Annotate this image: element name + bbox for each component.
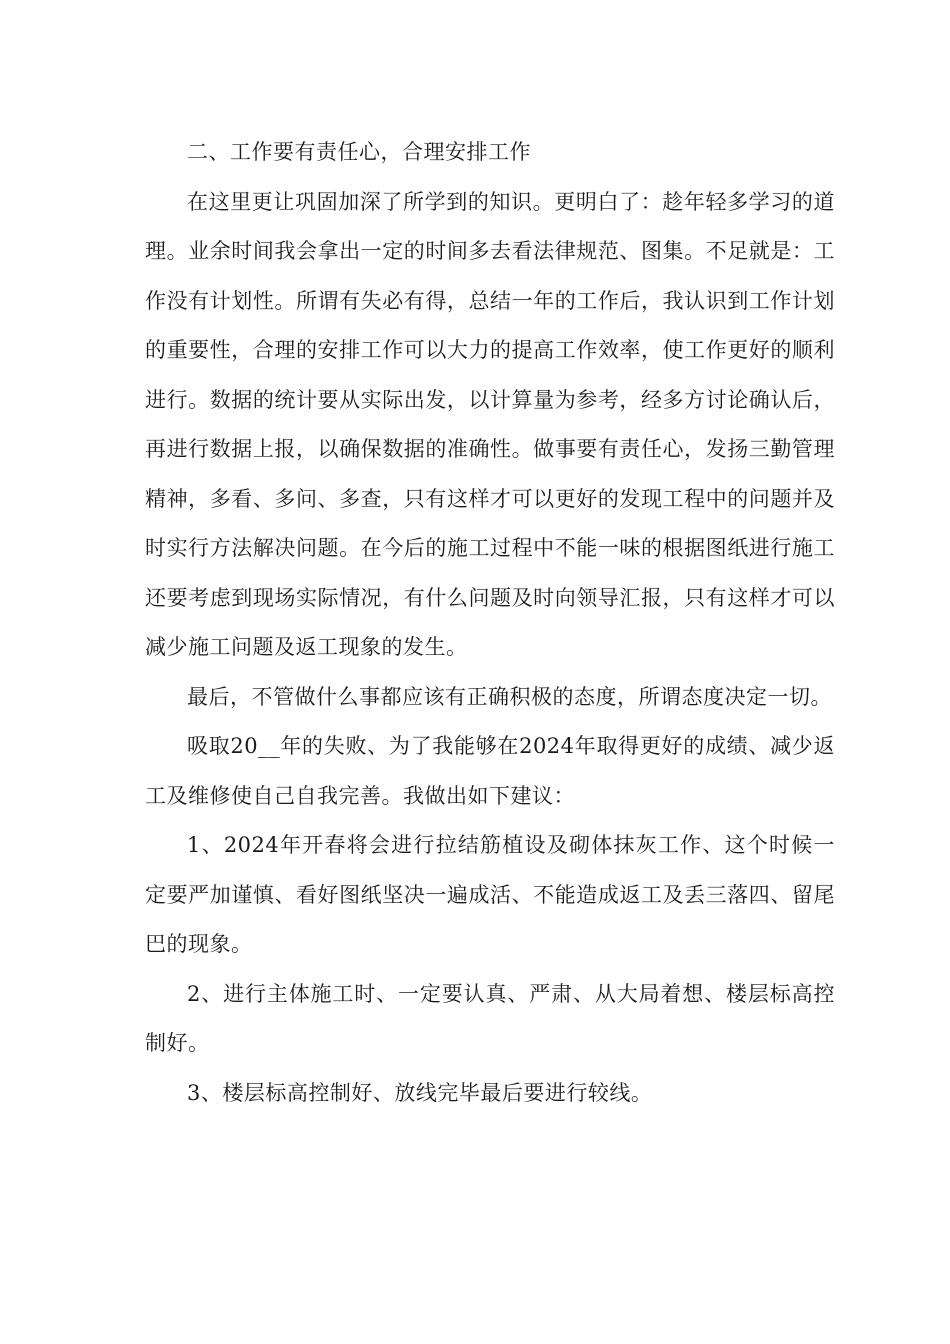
paragraph-attitude: 最后，不管做什么事都应该有正确积极的态度，所谓态度决定一切。 <box>187 684 832 709</box>
list-item-suggestion-2: 2、进行主体施工时、一定要认真、严肃、从大局着想、楼层标高控制好。 <box>145 981 835 1055</box>
list-item-suggestion-3: 3、楼层标高控制好、放线完毕最后要进行较线。 <box>187 1080 653 1105</box>
list-item-suggestion-1: 1、2024年开春将会进行拉结筋植设及砌体抹灰工作、这个时候一定要严加谨慎、看好图纸坚决一遍成活、不能造成返工及丢三落四、留尾巴的现象。 <box>145 833 835 956</box>
paragraph-suggestions-intro: 吸取20__年的失败、为了我能够在2024年取得更好的成绩、减少返工及维修使自己自我完善。我做出如下建议： <box>145 734 835 808</box>
paragraph-work-reflection: 在这里更让巩固加深了所学到的知识。更明白了：趁年轻多学习的道理。业余时间我会拿出一定的时间多去看法律规范、图集。不足就是：工作没有计划性。所谓有失必有得，总结一年的工作后，我认识到工作计划的重要性，合理的安排工作可以大力的提高工作效率，使工作更好的顺利进行。数据的统计要从实际出发，以计算量为参考，经多方讨论确认后，再进行数据上报，以确保数据的准确性。做事要有责任心，发扬三勤管理精神，多看、多问、多查，只有这样才可以更好的发现工程中的问题并及时实行方法解决问题。在今后的施工过程中不能一味的根据图纸进行施工还要考虑到现场实际情况，有什么问题及时向领导汇报，只有这样才可以减少施工问题及返工现象的发生。 <box>145 189 835 659</box>
document-body <box>145 128 835 1118</box>
section-heading: 二、工作要有责任心，合理安排工作 <box>187 140 531 164</box>
